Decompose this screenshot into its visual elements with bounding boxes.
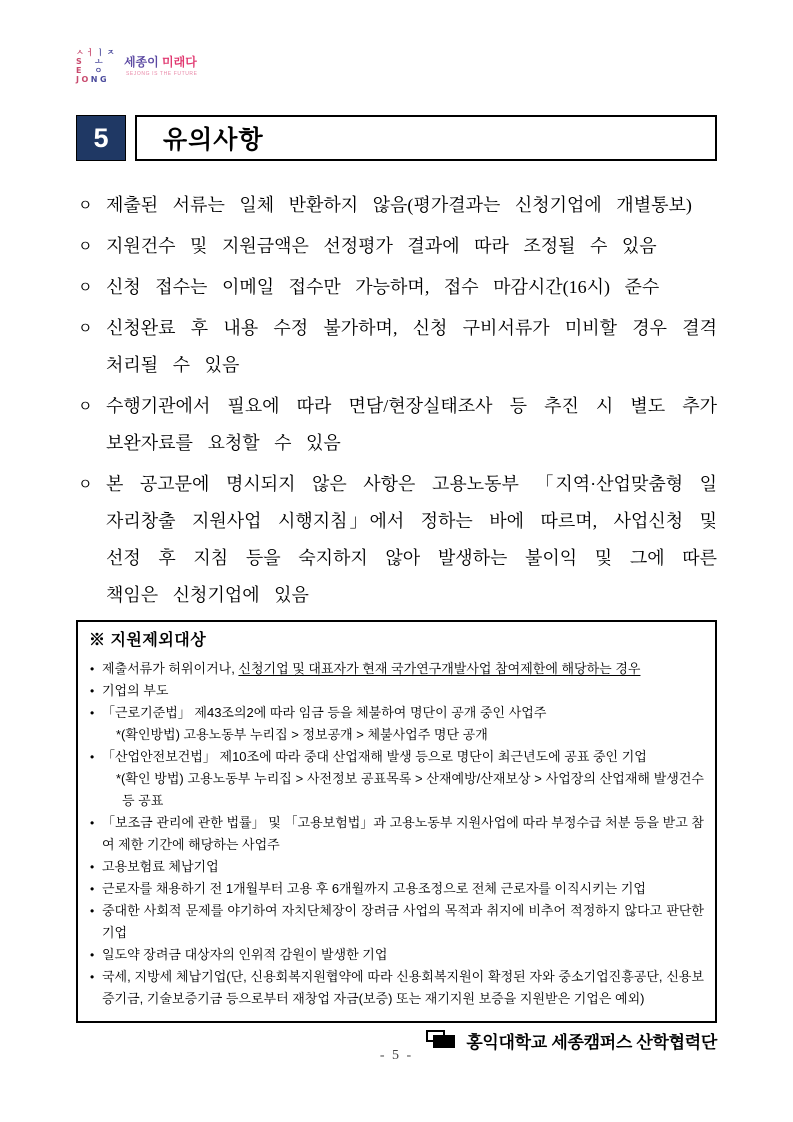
exclusion-item-note: *(확인방법) 고용노동부 누리집 > 정보공개 > 체불사업주 명단 공개: [116, 727, 488, 742]
exclusion-item: [89, 900, 704, 944]
notice-item: [76, 310, 717, 384]
notice-bullet: ㅇ: [78, 321, 93, 337]
notice-text: 신청 접수는 이메일 접수만 가능하며, 접수 마감시간(16시) 준수: [106, 277, 660, 297]
hongik-logo-solid-rect: [433, 1035, 455, 1048]
section-number-badge: 5: [76, 115, 126, 161]
bullet-icon: •: [90, 816, 95, 830]
sejong-mark-segment: ㅣㅈ: [96, 48, 117, 57]
bullet-icon: •: [90, 684, 95, 698]
exclusion-item-text: 기업의 부도: [102, 683, 169, 698]
exclusion-item-text: 「산업안전보건법」 제10조에 따라 중대 산업재해 발생 등으로 명단이 최근년도에 공표 중인 기업: [102, 749, 647, 764]
exclusion-item: [89, 878, 704, 900]
exclusion-item-text: 일도약 장려금 대상자의 인위적 감원이 발생한 기업: [102, 947, 388, 962]
sejong-mark-segment: NG: [90, 75, 110, 84]
page-number: - 5 -: [379, 1048, 414, 1063]
sejong-mark-segment: JO: [76, 75, 91, 84]
exclusion-item-text: 「보조금 관리에 관한 법률」 및 「고용보험법」과 고용노동부 지원사업에 따라 부정수급 처분 등을 받고 참여 제한 기간에 해당하는 사업주: [102, 815, 704, 852]
exclusion-item: [89, 856, 704, 878]
exclusion-item: [89, 658, 704, 680]
sejong-mark-line: [76, 66, 117, 75]
notice-text: 제출된 서류는 일체 반환하지 않음(평가결과는 신청기업에 개별통보): [106, 195, 692, 215]
exclusion-item-note: *(확인 방법) 고용노동부 누리집 > 사전정보 공표목록 > 산재예방/산재보상 > 사업장의 산업재해 발생건수 등 공표: [116, 771, 704, 808]
bullet-icon: •: [90, 904, 95, 918]
exclusion-box: [76, 620, 717, 1023]
notice-bullet: ㅇ: [78, 239, 93, 255]
sejong-mark-segment: S: [76, 57, 85, 66]
notice-item: [76, 187, 717, 224]
notice-bullet: ㅇ: [78, 280, 93, 296]
slogan-text-accent: 미래다: [158, 55, 197, 69]
exclusion-item: [89, 680, 704, 702]
exclusion-item: [89, 944, 704, 966]
sejong-logo-mark-icon: [76, 48, 117, 84]
notice-bullet: ㅇ: [78, 477, 93, 493]
exclusion-item: [89, 746, 704, 812]
notice-item: [76, 466, 717, 614]
notice-bullet: ㅇ: [78, 198, 93, 214]
notice-text: 신청완료 후 내용 수정 불가하며, 신청 구비서류가 미비할 경우 결격 처리될 수 있음: [106, 318, 717, 375]
sejong-mark-segment: E: [76, 66, 84, 75]
sejong-mark-line: [76, 75, 117, 84]
bullet-icon: •: [90, 750, 95, 764]
exclusion-item-text: 고용보험료 체납기업: [102, 859, 219, 874]
exclusion-item: [89, 812, 704, 856]
exclusion-item-text: 「근로기준법」 제43조의2에 따라 임금 등을 체불하여 명단이 공개 중인 사업주: [102, 705, 547, 720]
bullet-icon: •: [90, 706, 95, 720]
sejong-city-logo: [76, 48, 198, 84]
section-header: [76, 115, 717, 161]
sejong-mark-segment: ㅅㅓ: [76, 48, 97, 57]
notice-list: [76, 187, 717, 614]
slogan-text-main: 세종이: [123, 55, 159, 69]
sejong-mark-segment: ㅇ: [83, 66, 105, 75]
bullet-icon: •: [90, 860, 95, 874]
notice-item: [76, 228, 717, 265]
bullet-icon: •: [90, 662, 95, 676]
exclusion-item: [89, 702, 704, 746]
sejong-mark-line: [76, 48, 117, 57]
notice-text: 지원건수 및 지원금액은 선정평가 결과에 따라 조정될 수 있음: [106, 236, 657, 256]
sejong-slogan-english: SEJONG IS THE FUTURE: [125, 71, 198, 77]
footer-organization-name: 홍익대학교 세종캠퍼스 산학협력단: [466, 1033, 717, 1052]
exclusion-box-title: ※ 지원제외대상: [89, 632, 207, 649]
bullet-icon: •: [90, 970, 95, 984]
exclusion-item: [89, 966, 704, 1010]
notice-item: [76, 388, 717, 462]
section-title: 유의사항: [135, 115, 717, 161]
sejong-slogan-korean: [124, 55, 198, 69]
notice-text: 본 공고문에 명시되지 않은 사항은 고용노동부 「지역·산업맞춤형 일자리창출 지원사업 시행지침」에서 정하는 바에 따르며, 사업신청 및 선정 후 지침 등을 숙지하지 않아 발생하는 불이익 및 그에 따른 책임은 신청기업에 있음: [106, 474, 717, 605]
exclusion-item-text: 근로자를 채용하기 전 1개월부터 고용 후 6개월까지 고용조정으로 전체 근로자를 이직시키는 기업: [102, 881, 646, 896]
sejong-mark-segment: ㅗ: [84, 57, 106, 66]
bullet-icon: •: [90, 948, 95, 962]
exclusion-item-text: 제출서류가 허위이거나,: [102, 661, 239, 676]
notice-bullet: ㅇ: [78, 399, 93, 415]
exclusion-item-text: 국세, 지방세 체납기업(단, 신용회복지원협약에 따라 신용회복지원이 확정된 자와 중소기업진흥공단, 신용보증기금, 기술보증기금 등으로부터 재창업 자금(보증) 또는 재기지원 보증을 지원받은 기업은 예외): [102, 969, 704, 1006]
sejong-mark-line: [76, 57, 117, 66]
notice-text: 수행기관에서 필요에 따라 면담/현장실태조사 등 추진 시 별도 추가 보완자료를 요청할 수 있음: [106, 396, 717, 453]
sejong-logo-slogan: [124, 55, 198, 77]
bullet-icon: •: [90, 882, 95, 896]
exclusion-item-underlined-text: 신청기업 및 대표자가 현재 국가연구개발사업 참여제한에 해당하는 경우: [238, 661, 641, 676]
notice-item: [76, 269, 717, 306]
exclusion-item-text: 중대한 사회적 문제를 야기하여 자치단체장이 장려금 사업의 목적과 취지에 비추어 적정하지 않다고 판단한 기업: [102, 903, 704, 940]
